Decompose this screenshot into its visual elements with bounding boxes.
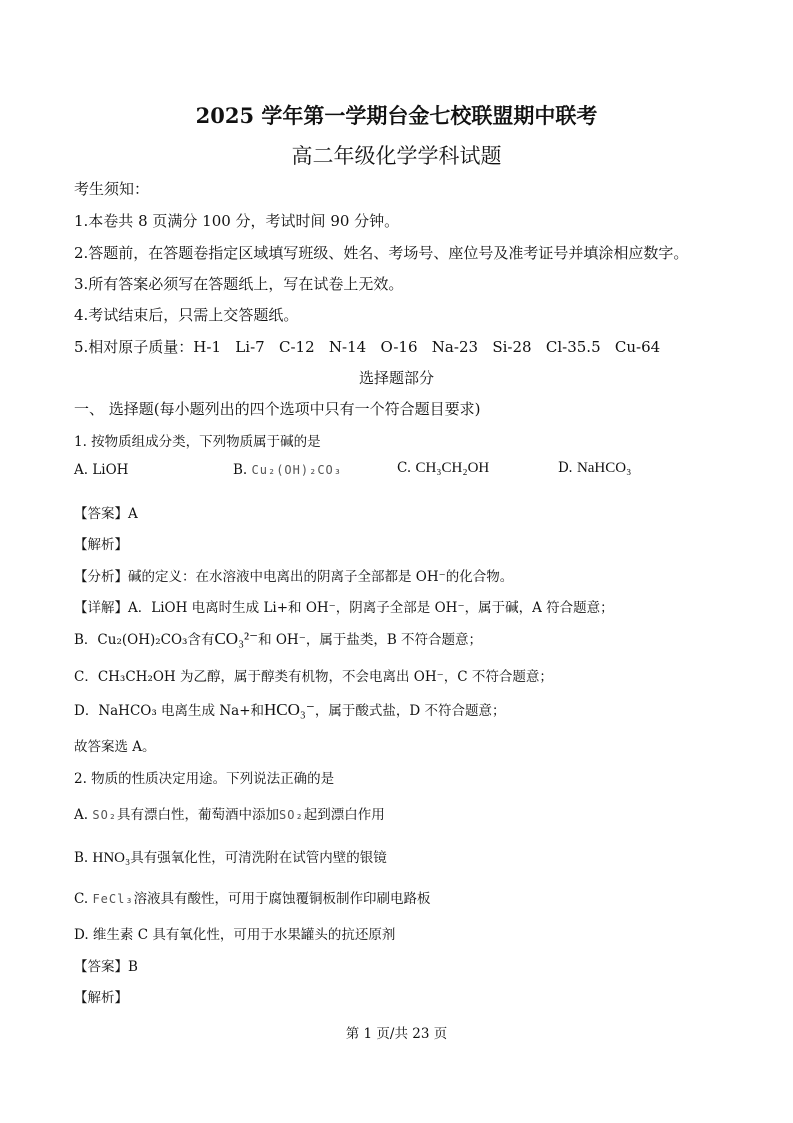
q2-option-d: D. 维生素 C 具有氧化性，可用于水果罐头的抗还原剂 [74, 927, 396, 943]
q1-line-d-post: ，属于酸式盐，D 不符合题意； [314, 703, 506, 719]
q2-option-a-formula-2: SO₂ [279, 808, 304, 822]
q1-analysis-tag: 【解析】 [74, 537, 128, 553]
q1-answer: 【答案】A [74, 506, 138, 522]
page-footer: 第 1 页/共 23 页 [345, 1026, 448, 1042]
q2-answer: 【答案】B [74, 959, 138, 975]
q1-conclusion: 故答案选 A。 [74, 739, 156, 755]
exam-title: 2025 学年第一学期台金七校联盟期中联考 [195, 103, 598, 128]
exam-subtitle: 高二年级化学学科试题 [291, 144, 502, 168]
notice-item-4: 4.考试结束后，只需上交答题纸。 [74, 306, 299, 324]
q2-stem: 2. 物质的性质决定用途。下列说法正确的是 [74, 771, 335, 787]
q2-option-b-text: 具有强氧化性，可清洗附在试管内壁的银镜 [130, 850, 387, 866]
q2-option-a [74, 803, 385, 823]
section-part-title: 选择题部分 [358, 369, 434, 387]
q1-carbonate-ion: CO₃²⁻ [214, 629, 259, 648]
q2-analysis-tag: 【解析】 [74, 990, 128, 1006]
q1-option-b-formula: Cu₂(OH)₂CO₃ [251, 463, 342, 477]
q1-stem: 1. 按物质组成分类，下列物质属于碱的是 [74, 434, 321, 450]
notice-heading: 考生须知： [74, 180, 150, 198]
q2-option-b-label: B. [74, 850, 89, 866]
q2-option-b [74, 846, 387, 867]
q2-option-c-label: C. [74, 891, 89, 907]
q1-line-d [74, 699, 505, 720]
q2-option-b-formula: HNO₃ [92, 850, 131, 866]
section-heading: 一、 选择题(每小题列出的四个选项中只有一个符合题目要求) [74, 400, 481, 418]
q1-bicarbonate-ion: HCO₃⁻ [264, 700, 315, 719]
q2-option-c-formula: FeCl₃ [92, 892, 134, 906]
q1-option-d-label: D. [558, 460, 573, 476]
q1-detail: 【详解】A．LiOH 电离时生成 Li+和 OH⁻，阴离子全部是 OH⁻，属于碱，A 符合题意； [74, 600, 614, 616]
q1-line-b-pre: B．Cu₂(OH)₂CO₃含有 [74, 632, 215, 648]
q1-option-d-formula: NaHCO₃ [576, 460, 632, 476]
notice-item-5: 5.相对原子质量：H-1 Li-7 C-12 N-14 O-16 Na-23 Si-28 Cl-35.5 Cu-64 [74, 338, 661, 356]
q1-fenxi: 【分析】碱的定义：在水溶液中电离出的阴离子全部都是 OH⁻的化合物。 [74, 569, 514, 585]
q1-line-d-pre: D．NaHCO₃ 电离生成 Na+和 [74, 703, 265, 719]
q1-option-d [558, 460, 631, 477]
q1-option-b [233, 462, 342, 478]
notice-item-1: 1.本卷共 8 页满分 100 分，考试时间 90 分钟。 [74, 212, 400, 230]
q1-option-b-label: B. [233, 462, 248, 478]
q1-line-b [74, 628, 482, 649]
q1-line-c: C．CH₃CH₂OH 为乙醇，属于醇类有机物，不会电离出 OH⁻，C 不符合题意； [74, 669, 553, 685]
q1-option-c-label: C. [397, 460, 412, 476]
q2-option-c-text: 溶液具有酸性，可用于腐蚀覆铜板制作印刷电路板 [133, 891, 431, 907]
notice-item-2: 2.答题前，在答题卷指定区域填写班级、姓名、考场号、座位号及准考证号并填涂相应数字。 [74, 244, 689, 262]
q2-option-c [74, 887, 431, 907]
q1-option-c [397, 460, 489, 477]
q1-line-b-post: 和 OH⁻，属于盐类，B 不符合题意； [258, 632, 483, 648]
q1-option-c-formula: CH₃CH₂OH [415, 460, 490, 476]
q2-option-a-label: A. [74, 807, 89, 823]
q2-option-a-end: 起到漂白作用 [303, 807, 385, 823]
q2-option-a-formula-1: SO₂ [92, 808, 118, 822]
q1-option-a: A. LiOH [74, 462, 129, 478]
q2-option-a-mid: 具有漂白性，葡萄酒中添加 [117, 807, 280, 823]
notice-item-3: 3.所有答案必须写在答题纸上，写在试卷上无效。 [74, 275, 404, 293]
